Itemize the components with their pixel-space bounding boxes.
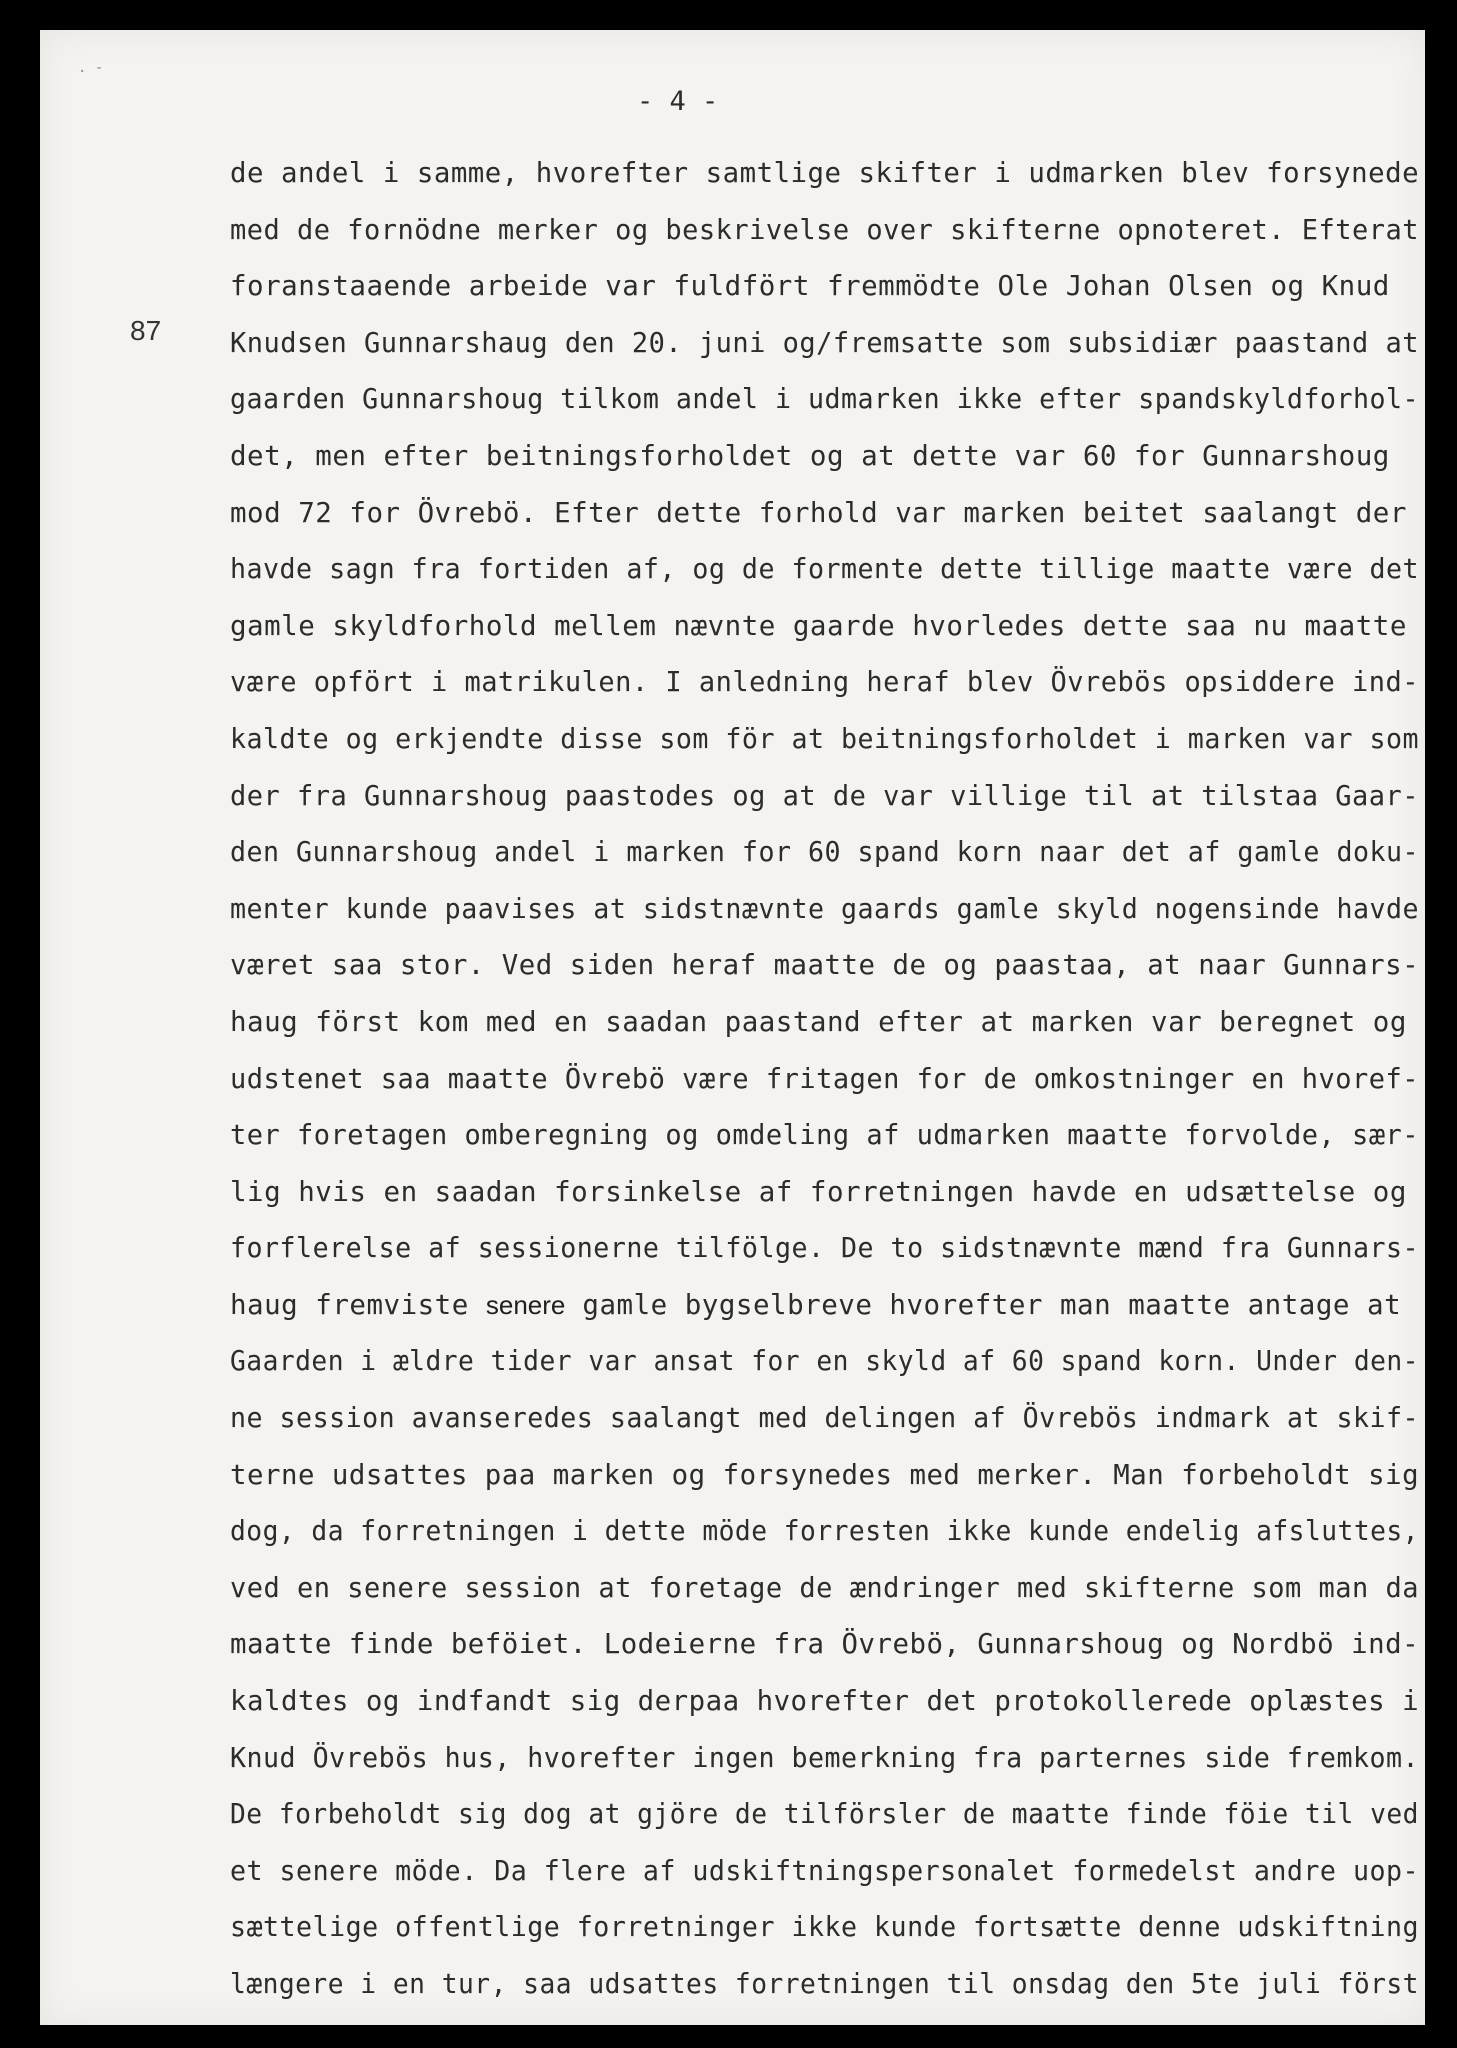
text-line xyxy=(230,598,1457,655)
text-line xyxy=(230,994,1457,1051)
margin-note: 87 xyxy=(130,315,162,346)
text-line-typed: kaldte og erkjendte disse som för at beitningsforholdet i marken var som xyxy=(230,722,1420,755)
text-line-typed: de andel i samme, hvorefter samtlige skifter i udmarken blev forsynede xyxy=(230,157,1420,189)
text-line xyxy=(230,1673,1457,1730)
text-line-typed: ved en senere session at foretage de ændringer med skifterne som man da xyxy=(230,1571,1419,1604)
text-line-typed: lig hvis en saadan forsinkelse af forretningen havde en udsættelse og xyxy=(230,1175,1407,1208)
text-line-typed: den Gunnarshoug andel i marken for 60 spand korn naar det af gamle doku- xyxy=(230,836,1420,869)
text-line-typed: haug fremviste xyxy=(230,1288,486,1321)
scan-specks: . - xyxy=(78,60,104,76)
text-line-typed: De forbeholdt sig dog at gjöre de tilförsler de maatte finde föie til ved xyxy=(230,1798,1419,1831)
text-line-typed: sættelige offentlige forretninger ikke kunde fortsætte denne udskiftning xyxy=(230,1911,1420,1944)
text-line-typed: Knud Övrebös hus, hvorefter ingen bemerkning fra parternes side fremkom. xyxy=(230,1741,1420,1774)
text-line-typed: havde sagn fra fortiden af, og de formente dette tillige maatte være det xyxy=(230,553,1420,586)
text-line-typed: kaldtes og indfandt sig derpaa hvorefter det protokollerede oplæstes i xyxy=(230,1685,1420,1718)
text-line xyxy=(230,1786,1419,1843)
text-line xyxy=(230,1107,1452,1164)
text-line xyxy=(230,937,1457,994)
text-line-typed: et senere möde. Da flere af udskiftningspersonalet formedelst andre uop- xyxy=(230,1854,1420,1887)
text-line-typed: ter foretagen omberegning og omdeling af udmarken maatte forvolde, sær- xyxy=(230,1119,1419,1152)
text-line-typed: Gaarden i ældre tider var ansat for en skyld af 60 spand korn. Under den- xyxy=(230,1345,1419,1378)
text-line xyxy=(230,428,1457,485)
text-line xyxy=(230,485,1457,542)
text-line xyxy=(230,768,1452,825)
text-line xyxy=(230,315,1452,372)
text-line xyxy=(230,1730,1436,1787)
text-line xyxy=(230,258,1457,315)
text-line-typed: Knudsen Gunnarshaug den 20. juni og/fremsatte som subsidiær paastand at xyxy=(230,326,1419,359)
text-line xyxy=(230,824,1436,881)
text-line xyxy=(230,541,1436,598)
text-line xyxy=(230,1560,1452,1617)
text-line-typed: med de fornödne merker og beskrivelse over skifterne opnoteret. Efterat xyxy=(230,213,1419,246)
text-line-typed: gamle skyldforhold mellem nævnte gaarde hvorledes dette saa nu maatte xyxy=(230,609,1407,642)
document-page xyxy=(40,30,1425,2025)
text-line xyxy=(230,371,1436,428)
text-line-typed: forflerelse af sessionerne tilfölge. De to sidstnævnte mænd fra Gunnars- xyxy=(230,1232,1420,1265)
text-line xyxy=(230,202,1452,259)
text-line-typed: terne udsattes paa marken og forsynedes med merker. Man forbeholdt sig xyxy=(230,1458,1420,1491)
text-line-typed: mod 72 for Övrebö. Efter dette forhold var marken beitet saalangt der xyxy=(230,496,1407,529)
text-line-typed: udstenet saa maatte Övrebö være fritagen for de omkostninger en hvoref- xyxy=(230,1062,1419,1095)
text-line xyxy=(230,1333,1419,1390)
text-line xyxy=(230,1051,1452,1108)
text-line xyxy=(230,654,1452,711)
text-line xyxy=(230,1220,1436,1277)
text-line xyxy=(230,711,1436,768)
text-line-typed: længere i en tur, saa udsattes forretningen til onsdag den 5te juli först xyxy=(230,1968,1419,2000)
text-line xyxy=(230,1503,1419,1560)
handwritten-insert: senere xyxy=(485,1289,566,1320)
text-line-typed: gaarden Gunnarshoug tilkom andel i udmarken ikke efter spandskyldforhol- xyxy=(230,383,1420,416)
text-line-typed: foranstaaende arbeide var fuldfört fremmödte Ole Johan Olsen og Knud xyxy=(230,270,1390,303)
page-number: - 4 - xyxy=(637,86,719,117)
text-line xyxy=(230,1447,1457,1504)
text-line xyxy=(230,1277,1457,1334)
text-line xyxy=(230,1843,1436,1900)
text-line xyxy=(230,145,1457,202)
text-line-typed-continued: gamle bygselbreve hvorefter man maatte antage at xyxy=(565,1288,1402,1321)
text-line xyxy=(230,1899,1436,1956)
text-line xyxy=(230,1390,1436,1447)
text-line-typed: være opfört i matrikulen. I anledning heraf blev Övrebös opsiddere ind- xyxy=(230,666,1419,699)
text-line-typed: haug först kom med en saadan paastand efter at marken var beregnet og xyxy=(230,1005,1407,1038)
text-line-typed: dog, da forretningen i dette möde forresten ikke kunde endelig afsluttes, xyxy=(230,1515,1419,1548)
text-line-typed: maatte finde beföiet. Lodeierne fra Övrebö, Gunnarshoug og Nordbö ind- xyxy=(230,1628,1420,1661)
text-line-typed: menter kunde paavises at sidstnævnte gaards gamle skyld nogensinde havde xyxy=(230,892,1420,925)
text-line xyxy=(230,1164,1457,1221)
text-line xyxy=(230,1616,1457,1673)
typed-body-text xyxy=(230,145,1457,2013)
text-line xyxy=(230,1956,1419,2013)
text-line-typed: ne session avanseredes saalangt med delingen af Övrebös indmark at skif- xyxy=(230,1402,1420,1435)
text-line xyxy=(230,881,1436,938)
text-line-typed: været saa stor. Ved siden heraf maatte de og paastaa, at naar Gunnars- xyxy=(230,949,1420,982)
text-line-typed: der fra Gunnarshoug paastodes og at de var villige til at tilstaa Gaar- xyxy=(230,779,1419,812)
text-line-typed: det, men efter beitningsforholdet og at dette var 60 for Gunnarshoug xyxy=(230,439,1390,472)
